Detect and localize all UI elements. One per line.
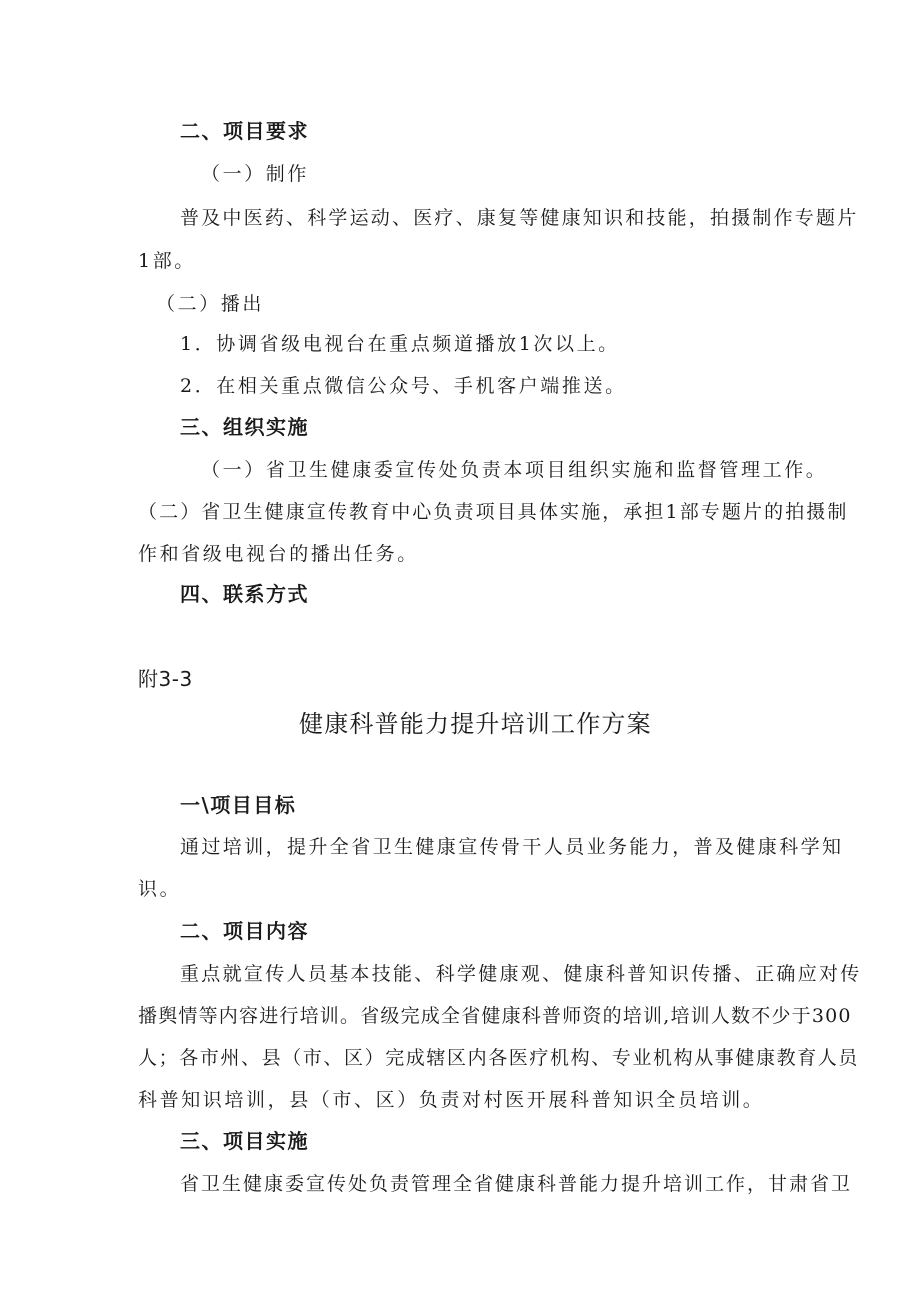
paragraph-line: 人；各市州、县（市、区）完成辖区内各医疗机构、专业机构从事健康教育人员 (138, 1047, 860, 1069)
paragraph-line: 重点就宣传人员基本技能、科学健康观、健康科普知识传播、正确应对传 (180, 963, 862, 985)
list-item: 1．协调省级电视台在重点频道播放1次以上。 (180, 333, 620, 355)
annex-label: 附3-3 (138, 667, 193, 691)
paragraph-line: 播舆情等内容进行培训。省级完成全省健康科普师资的培训,培训人数不少于300 (138, 1005, 852, 1027)
paragraph-line: 通过培训，提升全省卫生健康宣传骨干人员业务能力，普及健康科学知 (180, 836, 844, 858)
section-heading-organization: 三、组织实施 (180, 415, 309, 439)
section-heading-implementation: 三、项目实施 (180, 1129, 309, 1153)
paragraph-line: 普及中医药、科学运动、医疗、康复等健康知识和技能，拍摄制作专题片 (180, 207, 859, 229)
subheading-broadcast: （二）播出 (156, 293, 265, 315)
section-heading-content: 二、项目内容 (180, 919, 309, 943)
list-item: 2．在相关重点微信公众号、手机客户端推送。 (180, 375, 627, 397)
paragraph-line: 科普知识培训，县（市、区）负责对村医开展科普知识全员培训。 (138, 1089, 765, 1111)
section-heading-goal: 一\项目目标 (180, 793, 297, 817)
paragraph-line: 1部。 (138, 250, 196, 272)
section-heading-contact: 四、联系方式 (180, 582, 309, 606)
document-title: 健康科普能力提升培训工作方案 (299, 710, 652, 738)
paragraph-line: （一）省卫生健康委宣传处负责本项目组织实施和监督管理工作。 (201, 459, 828, 481)
paragraph-line: 省卫生健康委宣传处负责管理全省健康科普能力提升培训工作，甘肃省卫 (180, 1173, 853, 1195)
paragraph-line: （二）省卫生健康宣传教育中心负责项目具体实施，承担1部专题片的拍摄制 (138, 501, 849, 523)
subheading-production: （一）制作 (201, 163, 310, 185)
section-heading-requirements: 二、项目要求 (180, 119, 309, 143)
paragraph-line: 识。 (138, 878, 182, 900)
paragraph-line: 作和省级电视台的播出任务。 (138, 543, 419, 565)
